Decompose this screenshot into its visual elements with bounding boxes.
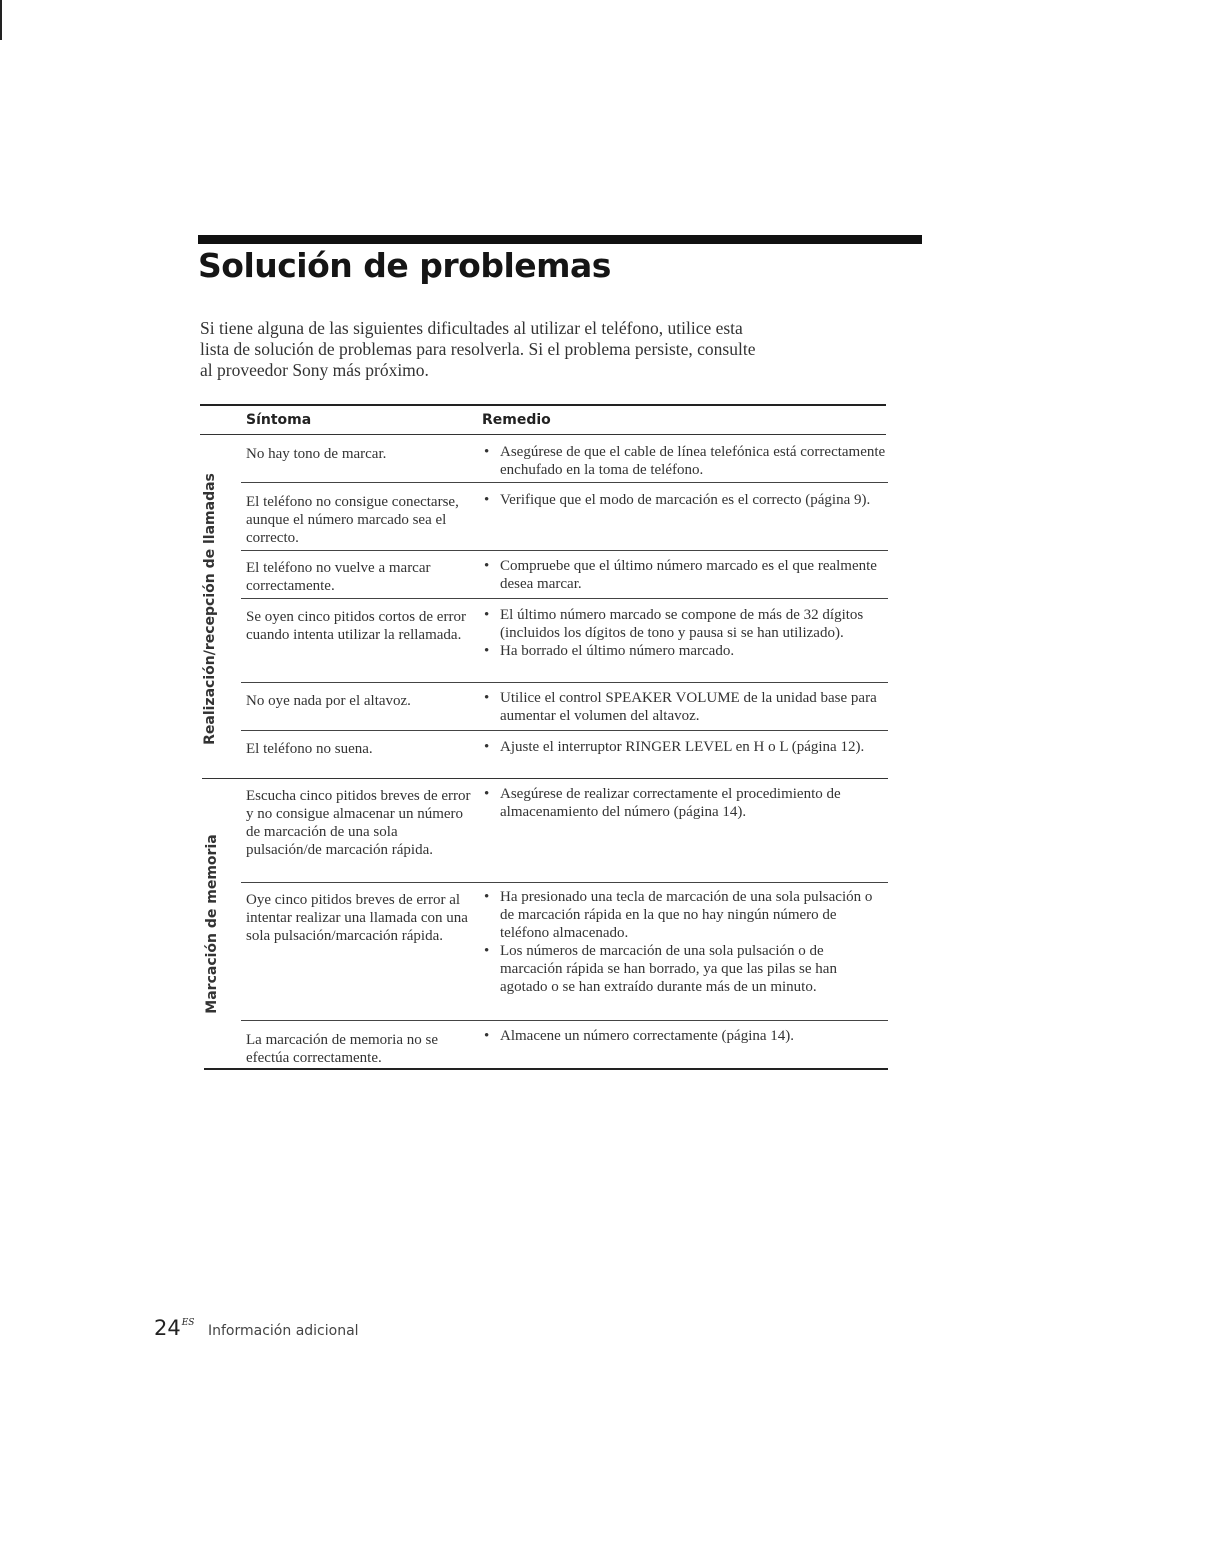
footer-section: Información adicional xyxy=(208,1323,359,1339)
page-number-suffix: ES xyxy=(181,1318,195,1328)
remedy-item xyxy=(484,557,886,593)
remedy-cell xyxy=(484,888,886,996)
symptom-cell: La marcación de memoria no se efectúa correctamente. xyxy=(246,1032,438,1066)
page-number xyxy=(154,1316,194,1340)
row-rule xyxy=(241,598,888,599)
symptom-column-header: Síntoma xyxy=(246,412,312,428)
bullet-icon: • xyxy=(484,558,490,574)
symptom-cell: El teléfono no vuelve a marcar correctamente. xyxy=(246,560,431,594)
remedy-text: Compruebe que el último número marcado es el que realmente desea marcar. xyxy=(500,558,877,592)
row-rule xyxy=(241,1020,888,1021)
bullet-icon: • xyxy=(484,607,490,623)
page-title: Solución de problemas xyxy=(198,246,611,285)
bullet-icon: • xyxy=(484,943,490,959)
remedy-text: Ha borrado el último número marcado. xyxy=(500,643,735,659)
remedy-item xyxy=(484,1027,886,1045)
bullet-icon: • xyxy=(484,690,490,706)
remedy-text: Asegúrese de realizar correctamente el procedimiento de almacenamiento del número (página 14). xyxy=(500,786,841,820)
remedy-item xyxy=(484,942,886,996)
symptom-cell: El teléfono no suena. xyxy=(246,741,373,757)
table-bottom-rule xyxy=(204,1068,888,1070)
remedy-text: Ha presionado una tecla de marcación de una sola pulsación o de marcación rápida en la que no hay ningún número de teléfono almacenado. xyxy=(500,889,873,941)
remedy-cell xyxy=(484,738,886,756)
symptom-cell: Escucha cinco pitidos breves de error y no consigue almacenar un número de marcación de una sola pulsación/de marcación rápida. xyxy=(246,788,471,858)
remedy-column-header: Remedio xyxy=(482,412,551,428)
row-rule xyxy=(241,882,888,883)
row-rule xyxy=(241,682,888,683)
remedy-cell xyxy=(484,1027,886,1045)
title-rule xyxy=(198,235,922,244)
bullet-icon: • xyxy=(484,492,490,508)
margin-tick xyxy=(0,0,2,40)
header-rule xyxy=(200,434,886,435)
remedy-cell xyxy=(484,785,886,821)
remedy-item xyxy=(484,606,886,642)
group-rule xyxy=(202,778,888,779)
remedy-text: El último número marcado se compone de más de 32 dígitos (incluidos los dígitos de tono y pausa si se han utilizado). xyxy=(500,607,864,641)
symptom-cell: El teléfono no consigue conectarse, aunque el número marcado sea el correcto. xyxy=(246,494,459,546)
remedy-text: Asegúrese de que el cable de línea telefónica está correctamente enchufado en la toma de teléfono. xyxy=(500,444,886,478)
remedy-text: Almacene un número correctamente (página 14). xyxy=(500,1028,795,1044)
remedy-item xyxy=(484,689,886,725)
bullet-icon: • xyxy=(484,444,490,460)
remedy-item xyxy=(484,642,886,660)
remedy-cell xyxy=(484,491,886,509)
bullet-icon: • xyxy=(484,889,490,905)
group-label-memory: Marcación de memoria xyxy=(204,834,220,1014)
table-top-rule xyxy=(200,404,886,406)
intro-paragraph: Si tiene alguna de las siguientes dificultades al utilizar el teléfono, utilice esta lista de solución de problemas para resolverla. Si el problema persiste, consulte al proveedor Sony más próximo. xyxy=(200,318,756,380)
remedy-cell xyxy=(484,557,886,593)
remedy-item xyxy=(484,491,886,509)
bullet-icon: • xyxy=(484,786,490,802)
remedy-item xyxy=(484,738,886,756)
remedy-cell xyxy=(484,443,886,479)
row-rule xyxy=(241,482,888,483)
bullet-icon: • xyxy=(484,1028,490,1044)
symptom-cell: Se oyen cinco pitidos cortos de error cuando intenta utilizar la rellamada. xyxy=(246,609,466,643)
symptom-cell: Oye cinco pitidos breves de error al intentar realizar una llamada con una sola pulsación/marcación rápida. xyxy=(246,892,468,944)
symptom-cell: No hay tono de marcar. xyxy=(246,446,387,462)
remedy-text: Los números de marcación de una sola pulsación o de marcación rápida se han borrado, ya que las pilas se han agotado o se han extraído durante más de un minuto. xyxy=(500,943,837,995)
remedy-text: Verifique que el modo de marcación es el correcto (página 9). xyxy=(500,492,871,508)
symptom-cell: No oye nada por el altavoz. xyxy=(246,693,411,709)
row-rule xyxy=(241,730,888,731)
remedy-cell xyxy=(484,689,886,725)
bullet-icon: • xyxy=(484,643,490,659)
bullet-icon: • xyxy=(484,739,490,755)
remedy-cell xyxy=(484,606,886,660)
remedy-item xyxy=(484,888,886,942)
remedy-text: Ajuste el interruptor RINGER LEVEL en H o L (página 12). xyxy=(500,739,865,755)
page-number-value: 24 xyxy=(154,1316,181,1340)
row-rule xyxy=(241,550,888,551)
remedy-text: Utilice el control SPEAKER VOLUME de la unidad base para aumentar el volumen del altavoz. xyxy=(500,690,877,724)
group-label-calls: Realización/recepción de llamadas xyxy=(202,473,218,745)
remedy-item xyxy=(484,785,886,821)
remedy-item xyxy=(484,443,886,479)
